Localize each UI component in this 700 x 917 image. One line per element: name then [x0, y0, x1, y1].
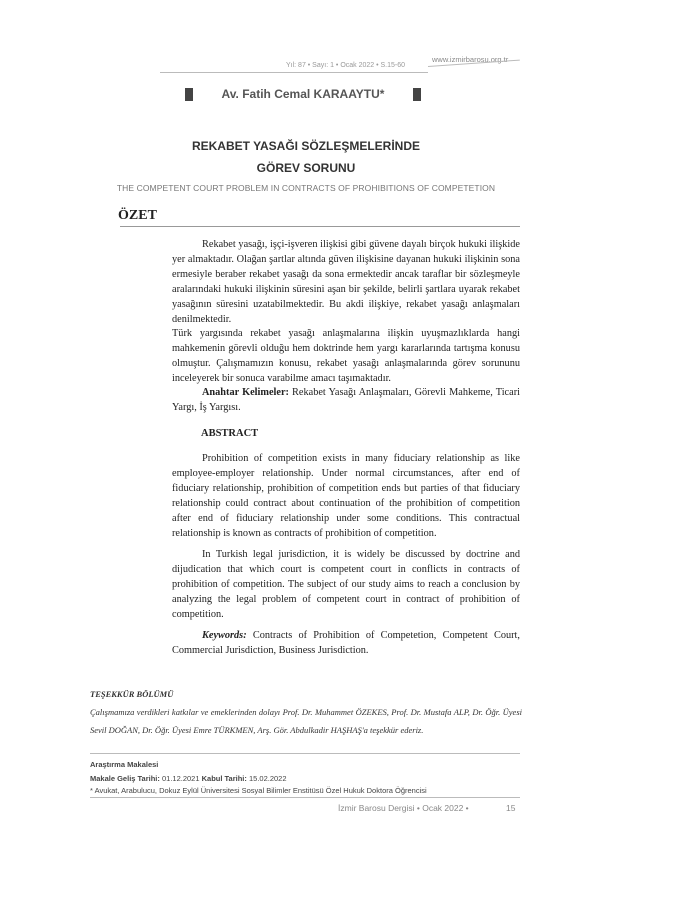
- abstract-paragraph-2-block: [172, 548, 520, 623]
- abstract-keywords-label: Keywords:: [202, 630, 247, 641]
- abstract-paragraph-1: Prohibition of competition exists in many fiduciary relationship as like employee-employer relationship. Under normal circumstances, after end of fiduciary relationship, prohibition of competition ends but parties of that fiduciary relationship could contract about continuation of the prohibition of competition after end of fiduciary relationship under some conditions. This contractual relationship is known as contracts of prohibition of competition.: [172, 453, 520, 539]
- journal-footer: İzmir Barosu Dergisi • Ocak 2022 •: [338, 803, 469, 813]
- title-line-1: REKABET YASAĞI SÖZLEŞMELERİNDE: [191, 139, 421, 153]
- ozet-rule: [120, 226, 520, 227]
- accepted-date: 15.02.2022: [246, 774, 287, 783]
- author-row: [185, 87, 421, 103]
- received-label: Makale Geliş Tarihi:: [90, 774, 160, 783]
- footer-bottom-rule: [90, 797, 520, 798]
- footer-rule: [90, 753, 405, 754]
- ozet-paragraph-2: Türk yargısında rekabet yasağı anlaşmalarına ilişkin uyuşmazlıklarda hangi mahkemenin görevli olduğu hem doktrinde hem yargı kararlarında tartışma konusu olmuştur. Çalışmamızın konusu, rekabet yasağı anlaşmalarında görev sorununu inceleyerek bir sonuca varabilme amacı taşımaktadır.: [172, 328, 520, 385]
- article-type: Araştırma Makalesi: [90, 760, 159, 769]
- ozet-keywords: [172, 386, 520, 416]
- footer-rule-right: [405, 753, 520, 754]
- thanks-heading: TEŞEKKÜR BÖLÜMÜ: [90, 689, 174, 699]
- title-line-2: GÖREV SORUNU: [256, 161, 356, 175]
- received-date: 01.12.2021: [159, 774, 202, 783]
- ozet-body: [172, 238, 520, 387]
- abstract-paragraph-2: In Turkish legal jurisdiction, it is widely be discussed by doctrine and dijudication that which court is competent court in conflicts in contracts of prohibition of competition. The subject of our study aims to reach a conclusion by analyzing the legal problem of competent court in contract of prohibition of competition.: [172, 549, 520, 620]
- header-rule: [160, 72, 428, 73]
- page-number: 15: [506, 803, 516, 813]
- ozet-keywords-label: Anahtar Kelimeler:: [202, 387, 289, 398]
- article-dates: [90, 774, 287, 783]
- author-name: Av. Fatih Cemal KARAAYTU*: [221, 87, 385, 101]
- abstract-keywords-text: Contracts of Prohibition of Competetion, Competent Court, Commercial Jurisdiction, Business Jurisdiction.: [172, 630, 520, 656]
- ozet-heading: ÖZET: [118, 208, 157, 223]
- abstract-paragraph-1-block: [172, 452, 520, 541]
- title-english: THE COMPETENT COURT PROBLEM IN CONTRACTS OF PROHIBITIONS OF COMPETETION: [116, 183, 496, 193]
- issue-meta: Yıl: 87 • Sayı: 1 • Ocak 2022 • S.15-60: [286, 62, 406, 69]
- thanks-text: Çalışmamıza verdikleri katkılar ve emeklerinden dolayı Prof. Dr. Muhammet ÖZEKES, Prof. Dr. Mustafa ALP, Dr. Öğr. Üyesi Sevil DOĞAN, Dr. Öğr. Üyesi Emre TÜRKMEN, Arş. Gör. Abdulkadir HAŞHAŞ'a teşekkür ederiz.: [90, 707, 522, 735]
- ozet-paragraph-1: Rekabet yasağı, işçi-işveren ilişkisi gibi güvene dayalı birçok hukuki ilişkide yer almaktadır. Olağan şartlar altında güven ilişkisine dayanan hukuki ilişkinin sona ermesiyle beraber rekabet yasağı da sona ermektedir ancak taraflar bir sözleşmeyle aralarındaki hukuki ilişkinin süresini aşan bir şekilde, belirli şartlara uyarak rekabet yasağının süresini uzatabilmektedir. Bu akdi ilişkiye, rekabet yasağı anlaşmaları denilmektedir.: [172, 239, 520, 325]
- abstract-keywords: [172, 629, 520, 659]
- ozet-keywords-text: Rekabet Yasağı Anlaşmaları, Görevli Mahkeme, Ticari Yargı, İş Yargısı.: [172, 387, 520, 413]
- journal-url: www.izmirbarosu.org.tr: [432, 55, 509, 64]
- author-footnote: * Avukat, Arabulucu, Dokuz Eylül Üniversitesi Sosyal Bilimler Enstitüsü Özel Hukuk Doktora Öğrencisi: [90, 786, 427, 795]
- abstract-heading: ABSTRACT: [201, 428, 259, 439]
- author-right-square: [413, 88, 421, 101]
- accepted-label: Kabul Tarihi:: [201, 774, 247, 783]
